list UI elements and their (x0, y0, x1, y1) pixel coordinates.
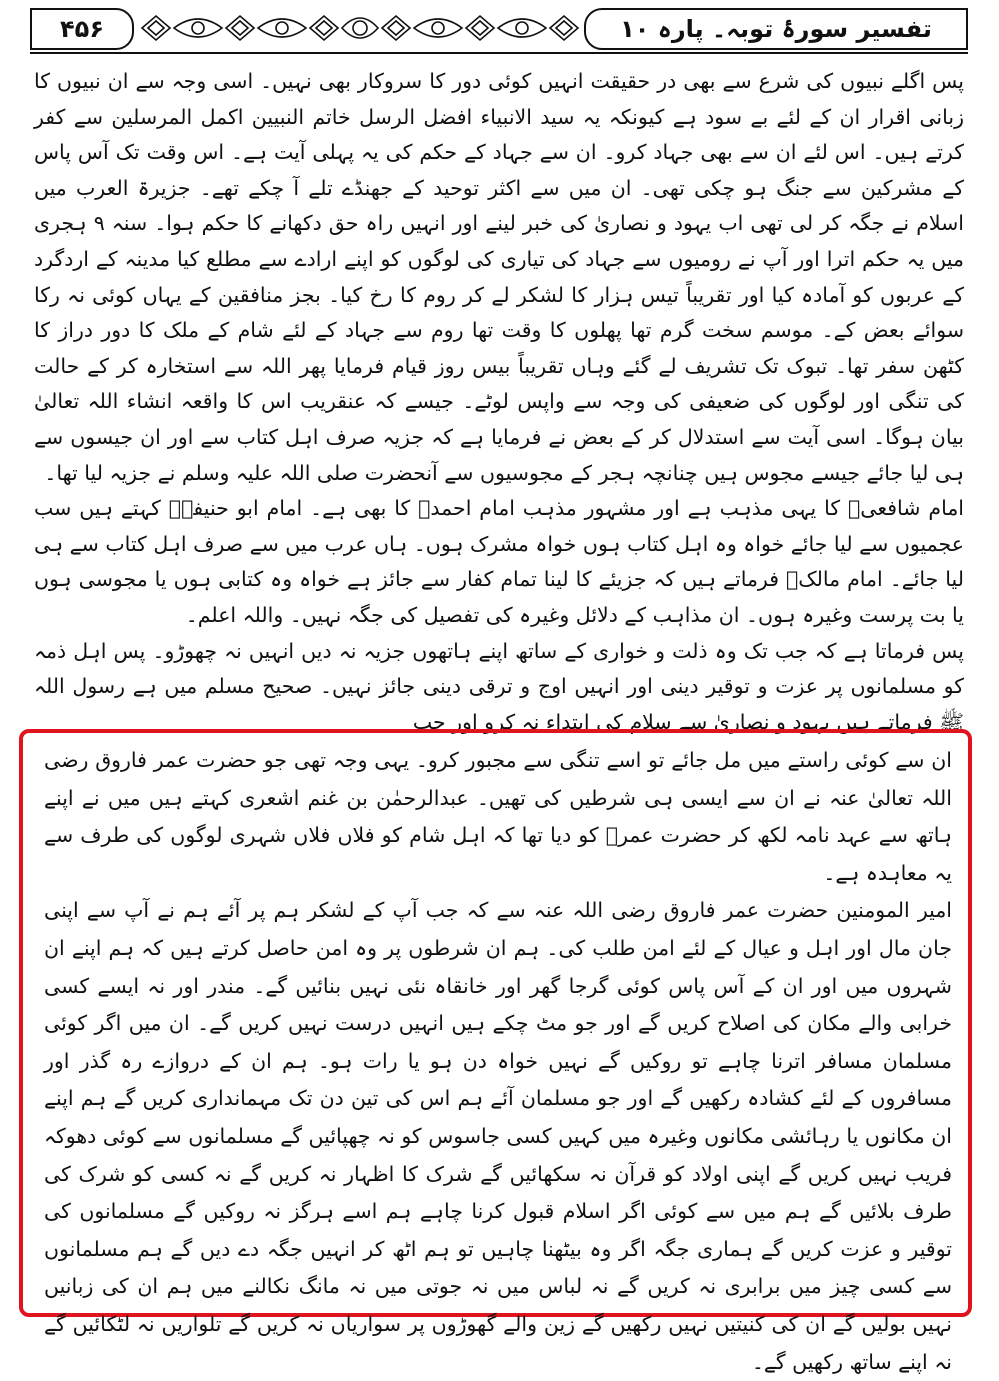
page-number: ۴۵۶ (30, 8, 134, 50)
header-divider (30, 52, 968, 54)
paragraph: امام شافعیؒ کا یہی مذہب ہے اور مشہور مذہب امام احمدؒ کا بھی ہے۔ امام ابو حنیفہؒ کہتے ہیں سب عجمیوں سے لیا جائے خواہ وہ اہل کتاب ہوں خواہ مشرک ہوں۔ ہاں عرب میں سے صرف اہل کتاب سے ہی لیا جائے۔ امام مالکؒ فرماتے ہیں کہ جزیئے کا لینا تمام کفار سے جائز ہے خواہ وہ کتابی ہوں یا مجوسی ہوں یا بت پرست وغیرہ ہوں۔ ان مذاہب کے دلائل وغیرہ کی تفصیل کی جگہ نہیں۔ واللہ اعلم۔ (34, 496, 964, 627)
paragraph: پس فرماتا ہے کہ جب تک وہ ذلت و خواری کے ساتھ اپنے ہاتھوں جزیہ نہ دیں انہیں نہ چھوڑو۔ پس اہل ذمہ کو مسلمانوں پر عزت و توقیر دینی اور انہیں اوج و ترقی دینی جائز نہیں۔ صحیح مسلم میں ہے رسول اللہ ﷺ فرماتے ہیں یہود و نصاریٰ سے سلام کی ابتداء نہ کرو اور جب (34, 638, 964, 734)
page-title: تفسیر سورۂ توبہ۔ پارہ ۱۰ (584, 8, 968, 50)
highlighted-paragraph: امیر المومنین حضرت عمر فاروق رضی اللہ عنہ سے کہ جب آپ کے لشکر ہم پر آئے ہم نے آپ سے اپنی جان مال اور اہل و عیال کے لئے امن طلب کی۔ ہم ان شرطوں پر وہ امن حاصل کرتے ہیں کہ ہم اپنے ان شہروں میں اور ان کے آس پاس کوئی گرجا گھر اور خانقاہ نئی نہیں بنائیں گے۔ مندر اور نہ ایسے کسی خرابی والے مکان کی اصلاح کریں گے اور جو مٹ چکے ہیں انہیں درست نہیں کریں گے۔ ان میں اگر کوئی مسلمان مسافر اترنا چاہے تو روکیں گے نہیں خواہ دن ہو یا رات ہو۔ ہم ان کے دروازے رہ گذر اور مسافروں کے لئے کشادہ رکھیں گے اور جو مسلمان آئے ہم اس کی تین دن تک مہمانداری کریں گے ہم اپنے ان مکانوں یا رہائشی مکانوں وغیرہ میں کہیں کسی جاسوس کو نہ چھپائیں گے مسلمانوں سے کوئی دھوکہ فریب نہیں کریں گے اپنی اولاد کو قرآن نہ سکھائیں گے شرک کا اظہار نہ کریں گے نہ کسی کو شرک کی طرف بلائیں گے ہم میں سے کوئی اگر اسلام قبول کرنا چاہے ہم اسے ہرگز نہ روکیں گے مسلمانوں کی توقیر و عزت کریں گے ہماری جگہ اگر وہ بیٹھنا چاہیں تو ہم اٹھ کر انہیں جگہ دے دیں گے ہم مسلمانوں سے کسی چیز میں برابری نہ کریں گے نہ لباس میں نہ جوتی میں نہ مانگ نکالنے میں ہم ان کی زبانیں نہیں بولیں گے ان کی کنیتیں نہیں رکھیں گے زین والے گھوڑوں پر سواریاں نہ کریں گے تلواریں نہ لٹکائیں گے نہ اپنے ساتھ رکھیں گے۔ (44, 898, 952, 1374)
decorative-ornament-icon (138, 8, 582, 48)
body-text (34, 64, 964, 740)
highlighted-text (44, 742, 952, 1381)
page-header (30, 8, 968, 52)
paragraph: پس اگلے نبیوں کی شرع سے بھی در حقیقت انہیں کوئی دور کا سروکار بھی نہیں۔ اسی وجہ سے ان نبیوں کا زبانی اقرار ان کے لئے بے سود ہے کیونکہ یہ سید الانبیاء افضل الرسل خاتم النبیین اکمل المرسلین سے کفر کرتے ہیں۔ اس لئے ان سے بھی جہاد کرو۔ ان سے جہاد کے حکم کی یہ پہلی آیت ہے۔ اس وقت تک آس پاس کے مشرکین سے جنگ ہو چکی تھی۔ ان میں سے اکثر توحید کے جھنڈے تلے آ چکے تھے۔ جزیرۃ العرب میں اسلام نے جگہ کر لی تھی اب یہود و نصاریٰ کی خبر لینے اور انہیں راہ حق دکھانے کا حکم ہوا۔ سنہ ۹ ہجری میں یہ حکم اترا اور آپ نے رومیوں سے جہاد کی تیاری کی لوگوں کو اپنے ارادے سے مطلع کیا مدینہ کے اردگرد کے عربوں کو آمادہ کیا اور تقریباً تیس ہزار کا لشکر لے کر روم کا رخ کیا۔ بجز منافقین کے یہاں کوئی نہ رکا سوائے بعض کے۔ موسم سخت گرم تھا پھلوں کا وقت تھا روم سے جہاد کے لئے شام کے ملک کا دور دراز کا کٹھن سفر تھا۔ تبوک تک تشریف لے گئے وہاں تقریباً بیس روز قیام فرمایا پھر اللہ سے استخارہ کر کے حالت کی تنگی اور لوگوں کی ضعیفی کی وجہ سے واپس لوٹے۔ جیسے کہ عنقریب اس کا واقعہ انشاء اللہ تعالیٰ بیان ہوگا۔ اسی آیت سے استدلال کر کے بعض نے فرمایا ہے کہ جزیہ صرف اہل کتاب سے اور ان جیسوں سے ہی لیا جائے جیسے مجوس ہیں چنانچہ ہجر کے مجوسیوں سے آنحضرت صلی اللہ علیہ وسلم نے جزیہ لیا تھا۔ (34, 69, 964, 485)
highlighted-paragraph: ان سے کوئی راستے میں مل جائے تو اسے تنگی سے مجبور کرو۔ یہی وجہ تھی جو حضرت عمر فاروق رضی اللہ تعالیٰ عنہ نے ان سے ایسی ہی شرطیں کی تھیں۔ عبدالرحمٰن بن غنم اشعری کہتے ہیں میں نے اپنے ہاتھ سے عہد نامہ لکھ کر حضرت عمرؓ کو دیا تھا کہ اہل شام کو فلاں فلاں شہری لوگوں کی طرف سے یہ معاہدہ ہے۔ (44, 748, 952, 885)
